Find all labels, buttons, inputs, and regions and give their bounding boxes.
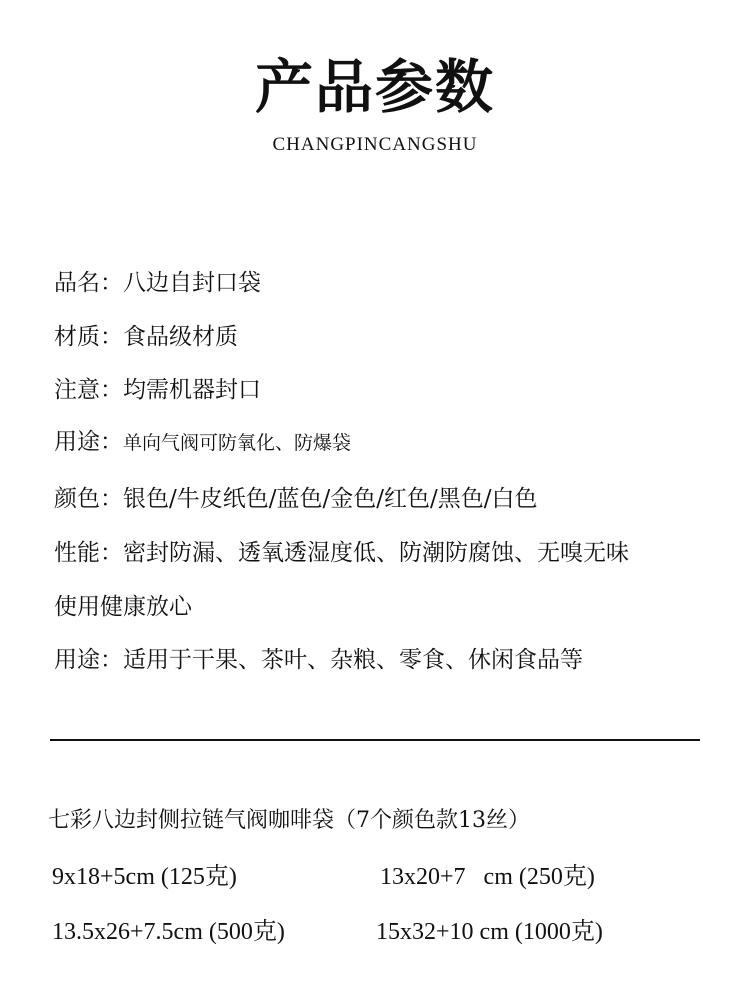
- param-label: 材质：: [54, 324, 123, 350]
- size-option: 9x18+5cm (125克): [52, 864, 237, 890]
- param-label: 品名：: [54, 270, 123, 296]
- param-label: 注意：: [54, 377, 123, 403]
- size-option: 13x20+7 cm (250克): [380, 864, 595, 890]
- param-performance-continued: [54, 592, 192, 622]
- section-divider: [50, 739, 700, 741]
- param-label: 颜色：: [54, 486, 123, 512]
- param-value: 银色/牛皮纸色/蓝色/金色/红色/黑色/白色: [123, 486, 538, 512]
- param-value: 单向气阀可防氧化、防爆袋: [123, 432, 352, 454]
- param-value: 食品级材质: [123, 324, 238, 350]
- param-product-name: [54, 268, 261, 298]
- param-value: 密封防漏、透氧透湿度低、防潮防腐蚀、无嗅无味: [123, 540, 629, 566]
- param-material: [54, 322, 238, 352]
- page-title: 产品参数: [254, 53, 495, 121]
- param-notice: [54, 375, 261, 405]
- param-value: 均需机器封口: [123, 377, 261, 403]
- param-usage-foods: [54, 645, 583, 675]
- param-label: 用途：: [54, 647, 123, 673]
- param-value: 八边自封口袋: [123, 270, 261, 296]
- param-colors: [54, 484, 538, 514]
- page-subtitle: CHANGPINCANGSHU: [272, 134, 478, 155]
- param-value: 使用健康放心: [54, 594, 192, 620]
- size-option: 13.5x26+7.5cm (500克): [52, 919, 285, 945]
- param-usage-valve: [54, 427, 351, 458]
- product-name: 七彩八边封侧拉链气阀咖啡袋（7个颜色款13丝）: [48, 808, 530, 833]
- param-performance: [54, 538, 629, 568]
- param-label: 用途：: [54, 429, 123, 455]
- param-label: 性能：: [54, 540, 123, 566]
- param-value: 适用于干果、茶叶、杂粮、零食、休闲食品等: [123, 647, 583, 673]
- size-option: 15x32+10 cm (1000克): [376, 919, 603, 945]
